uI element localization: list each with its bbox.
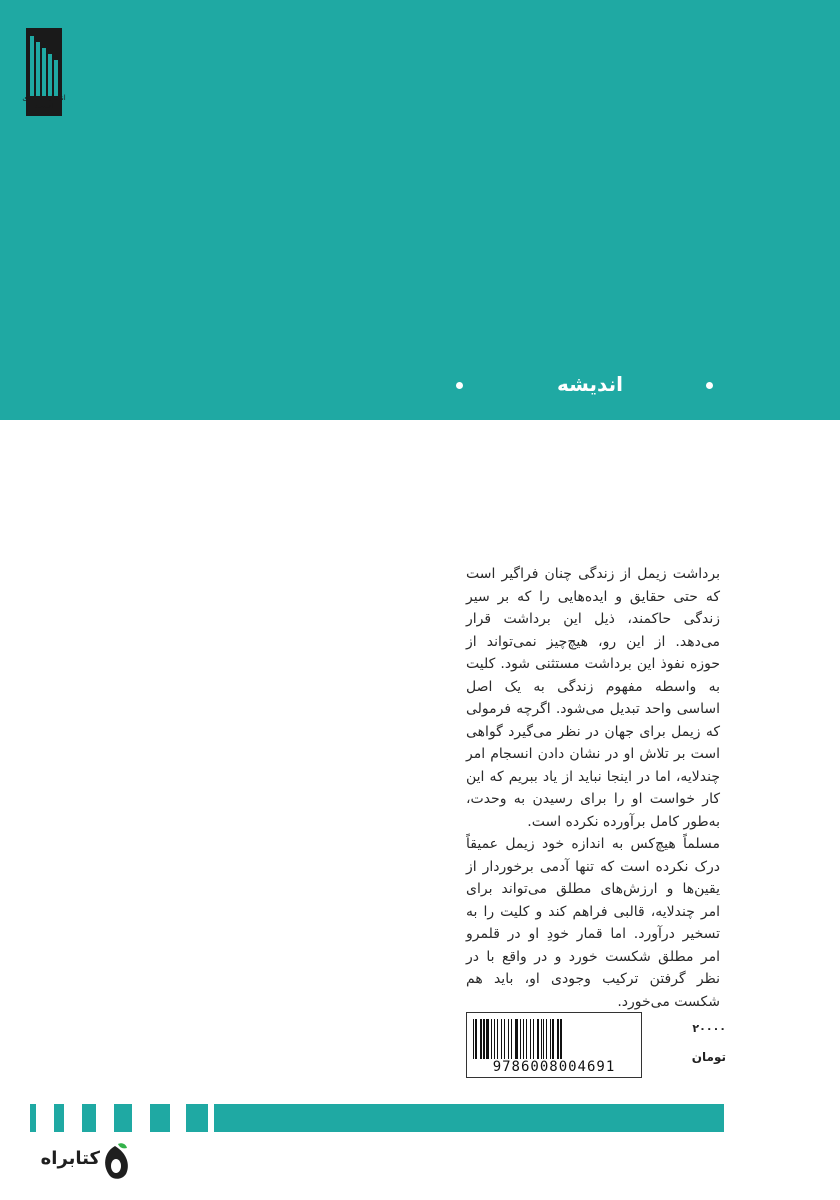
barcode-bar	[491, 1019, 492, 1059]
barcode-bar	[557, 1019, 559, 1059]
barcode-bar	[541, 1019, 542, 1059]
barcode-bars-icon	[471, 1019, 637, 1059]
top-color-band	[0, 0, 840, 420]
back-cover-blurb	[466, 563, 720, 1013]
stripe-segment	[214, 1104, 724, 1132]
barcode-bar	[480, 1019, 482, 1059]
barcode-bar	[475, 1019, 477, 1059]
stripe-segment	[186, 1104, 208, 1132]
barcode-bar	[546, 1019, 547, 1059]
publisher-name: انتشارات دنیای اقتصاد	[22, 94, 66, 110]
barcode-bar	[552, 1019, 554, 1059]
barcode-bar	[530, 1019, 531, 1059]
barcode-bar	[533, 1019, 534, 1059]
stripe-segment	[150, 1104, 170, 1132]
bullet-dot-icon	[456, 382, 463, 389]
barcode-bar	[486, 1019, 489, 1059]
bullet-dot-icon	[706, 382, 713, 389]
blurb-paragraph-2: مسلماً هیچ‌کس به اندازه خود زیمل عمیقاً درک نکرده است که تنها آدمی برخوردار از یقین‌ها و ارزش‌های مطلق می‌تواند برای امر چندلایه، قالبی فراهم کند و کلیت را به تسخیر درآورد. اما قمار خودِ او در قلمرو امر مطلق شکست خورد و در واقع با در نظر گرفتن ترکیب وجودی او، باید هم شکست می‌خورد.	[466, 836, 720, 1010]
stripe-segment	[82, 1104, 96, 1132]
isbn-number: 9786008004691	[492, 1059, 616, 1075]
barcode-bar	[508, 1019, 509, 1059]
barcode-bar	[560, 1019, 562, 1059]
barcode-bar	[473, 1019, 474, 1059]
barcode-bar	[511, 1019, 512, 1059]
barcode-bar	[523, 1019, 524, 1059]
stripe-segment	[30, 1104, 36, 1132]
barcode-bar	[520, 1019, 521, 1059]
barcode-bar	[515, 1019, 518, 1059]
barcode-bar	[501, 1019, 502, 1059]
price-amount: ۲۰۰۰۰	[692, 1022, 726, 1035]
series-row	[440, 372, 740, 402]
barcode-bar	[494, 1019, 495, 1059]
barcode-bar	[504, 1019, 505, 1059]
isbn-barcode	[466, 1012, 642, 1078]
bottom-stripe-bar	[0, 1104, 724, 1132]
watermark-brand: کتابراه	[40, 1148, 100, 1169]
barcode-bar	[483, 1019, 485, 1059]
barcode-bar	[550, 1019, 551, 1059]
leaf-logo-icon	[100, 1142, 130, 1182]
price-currency: تومان	[691, 1050, 726, 1064]
barcode-bar	[497, 1019, 498, 1059]
barcode-bar	[543, 1019, 544, 1059]
stripe-segment	[54, 1104, 64, 1132]
barcode-bar	[526, 1019, 527, 1059]
ketabrah-watermark	[20, 1140, 130, 1184]
series-title: اندیشه	[557, 372, 623, 396]
stripe-segment	[114, 1104, 132, 1132]
blurb-paragraph-1: برداشت زیمل از زندگی چنان فراگیر است که حتی حقایق و ایده‌هایی را که بر سیر زندگی حاکمند، ذیل این برداشت قرار می‌دهد. از این رو، هیچ‌چیز نمی‌تواند از حوزه نفوذ این برداشت مستثنی شود. کلیت به واسطه مفهوم زندگی به یک اصل اساسی واحد تبدیل می‌شود. اگرچه فرمولی که زیمل برای جهان در نظر می‌گیرد گواهی است بر تلاش او در نشان دادن انسجام امر چندلایه، اما در اینجا نباید از یاد ببریم که این کار خواست او را برای رسیدن به وحدت، به‌طور کامل برآورده نکرده است.	[466, 566, 720, 830]
barcode-bar	[537, 1019, 539, 1059]
